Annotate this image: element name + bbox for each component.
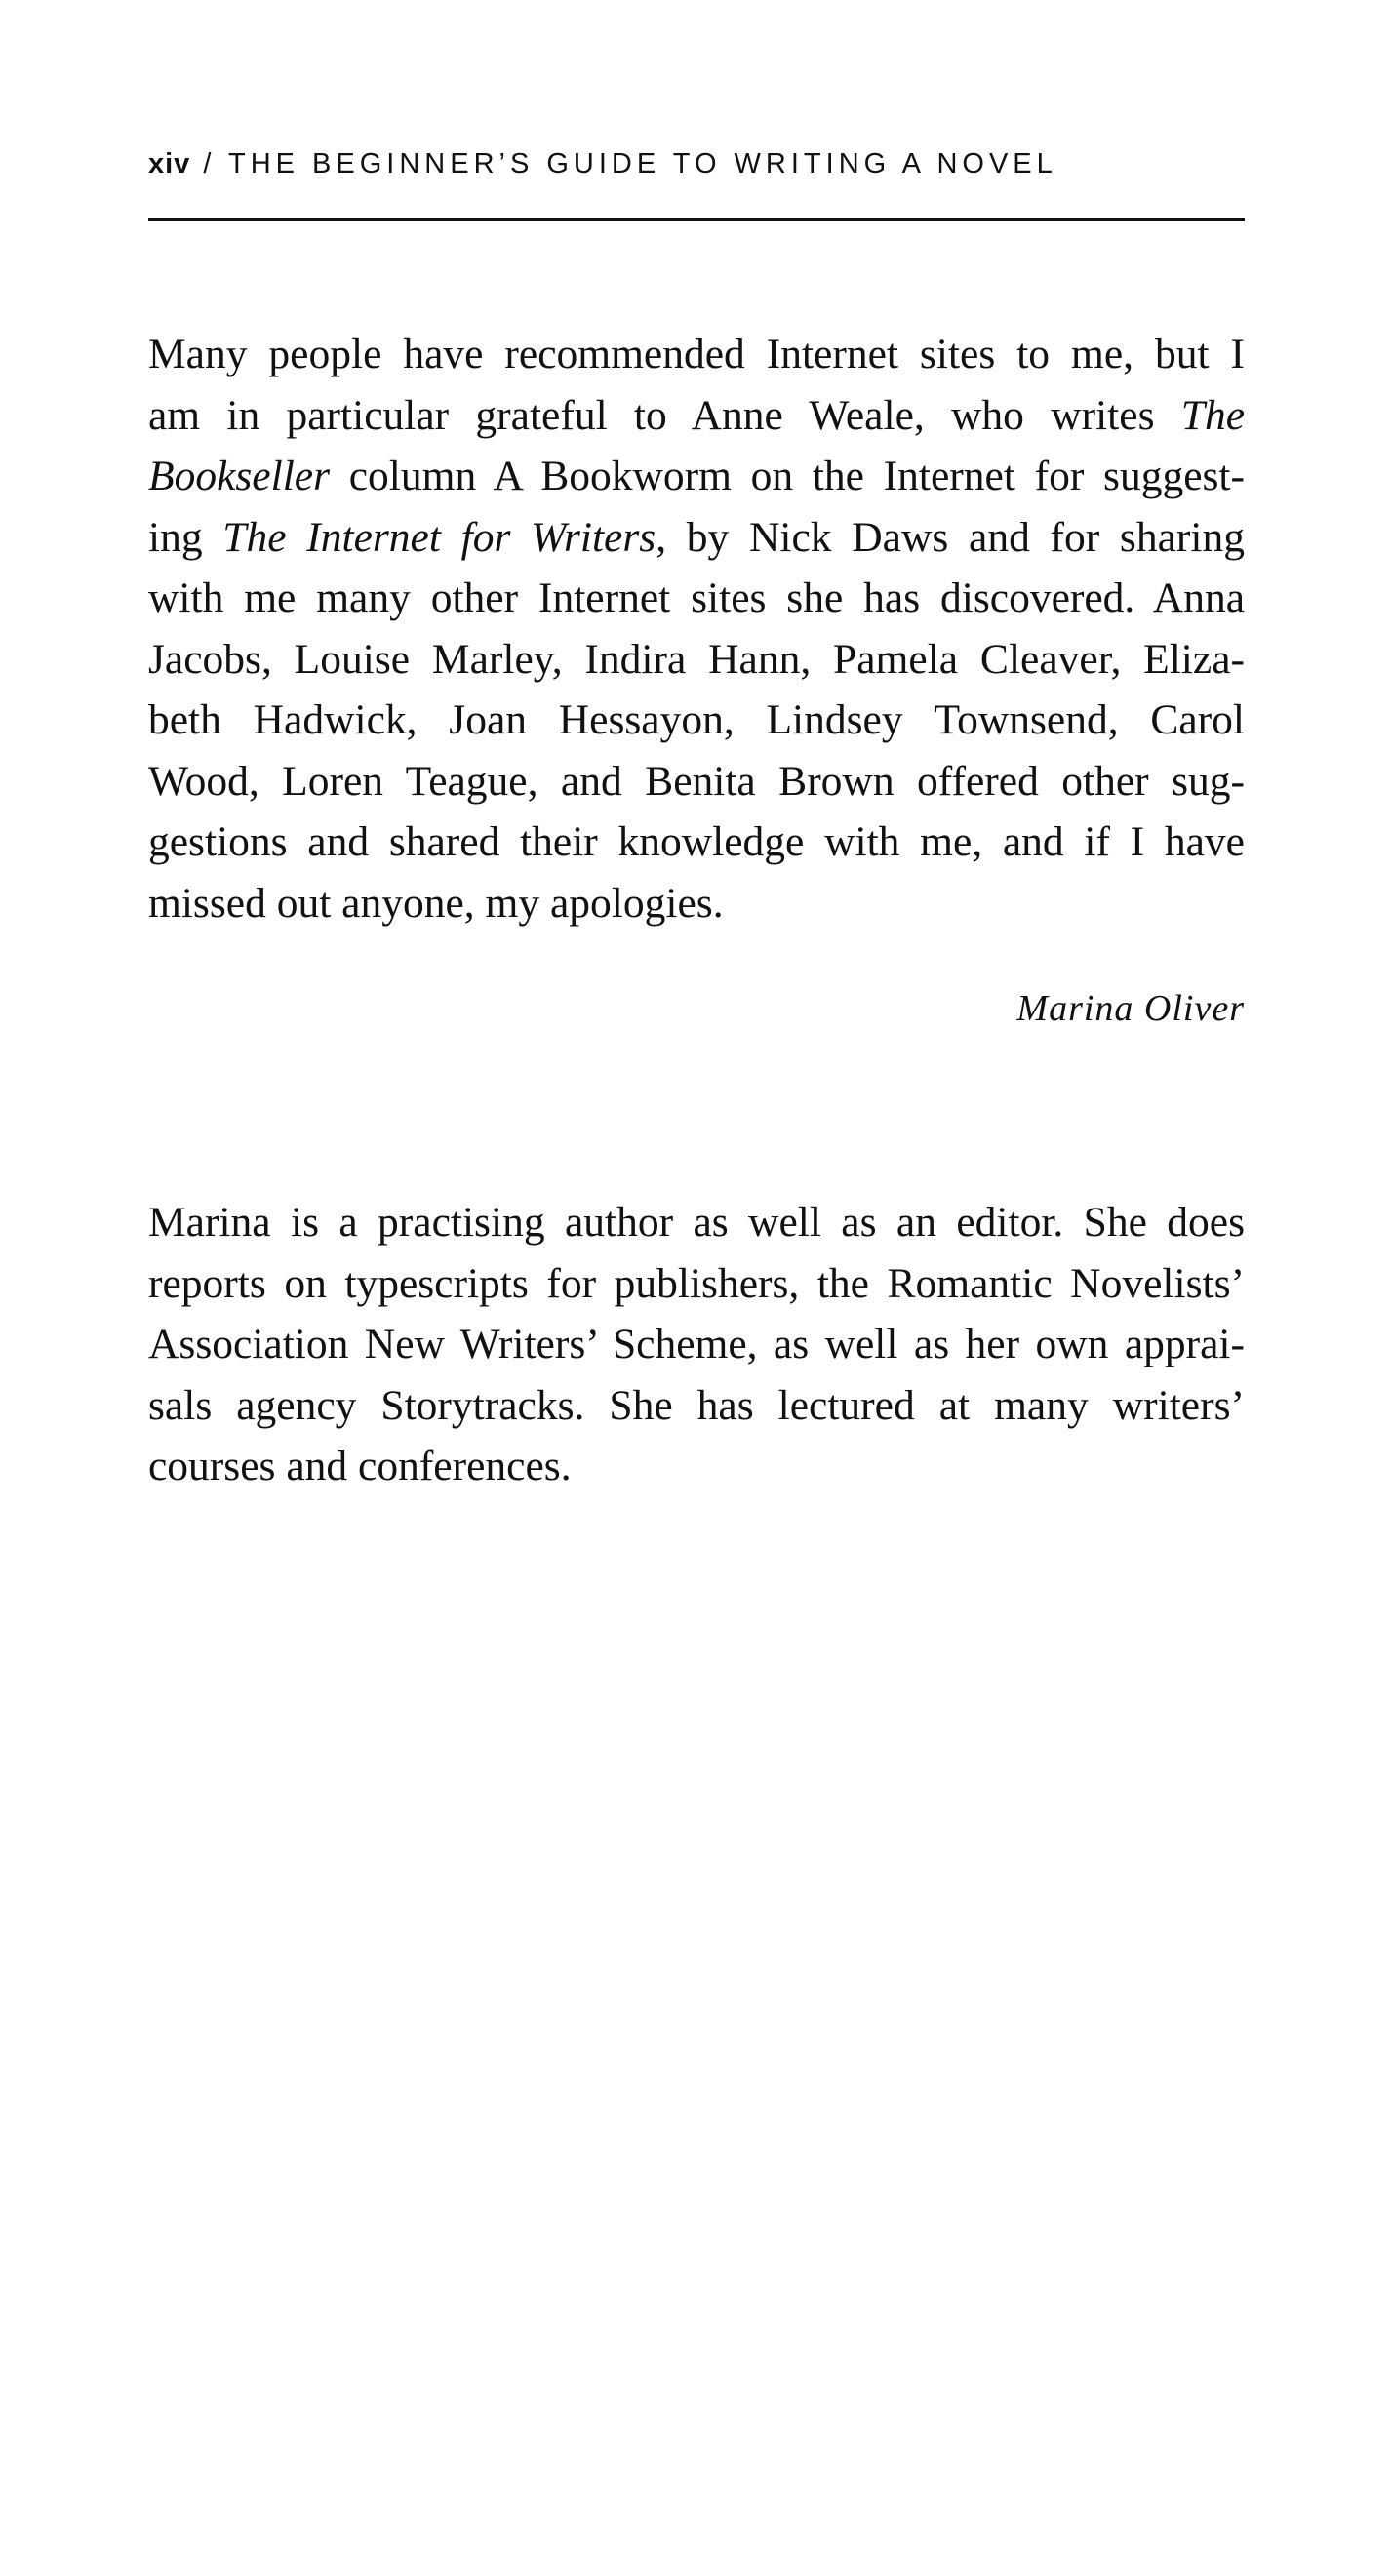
- text-run: Many people have recommended Internet sites to me, but I: [148, 331, 1245, 377]
- italic-title: Bookseller: [148, 453, 331, 499]
- text-line: [148, 1436, 1245, 1497]
- text-line: [148, 1192, 1245, 1253]
- text-line: [148, 873, 1245, 934]
- text-line: [148, 629, 1245, 691]
- text-line: [148, 1314, 1245, 1375]
- text-line: [148, 568, 1245, 629]
- running-header: [148, 148, 1245, 180]
- text-run: Marina is a practising author as well as an editor. She does: [148, 1199, 1245, 1246]
- text-line: [148, 1253, 1245, 1315]
- acknowledgement-paragraph: [148, 324, 1245, 933]
- text-run: with me many other Internet sites she has discovered. Anna: [148, 575, 1245, 621]
- text-line: [148, 690, 1245, 751]
- text-run: Jacobs, Louise Marley, Indira Hann, Pamela Cleaver, Eliza-: [148, 635, 1245, 683]
- text-run: ing: [148, 513, 223, 561]
- text-line: [148, 385, 1245, 447]
- header-separator: /: [203, 148, 217, 179]
- text-line: [148, 812, 1245, 873]
- text-run: courses and conferences.: [148, 1443, 572, 1489]
- text-run: , by Nick Daws and for sharing: [656, 513, 1245, 561]
- text-run: sals agency Storytracks. She has lectured at many writers’: [148, 1381, 1245, 1429]
- text-run: Wood, Loren Teague, and Benita Brown offered other sug-: [148, 757, 1245, 805]
- text-line: [148, 324, 1245, 385]
- text-line: [148, 446, 1245, 507]
- author-bio-paragraph: [148, 1192, 1245, 1497]
- page-number: xiv: [148, 148, 191, 179]
- italic-title: The: [1180, 391, 1245, 439]
- text-run: reports on typescripts for publishers, the Romantic Novelists’: [148, 1259, 1245, 1307]
- text-run: Association New Writers’ Scheme, as well as her own apprai-: [148, 1321, 1245, 1367]
- italic-title: The Internet for Writers: [222, 513, 656, 561]
- text-line: [148, 507, 1245, 569]
- text-run: am in particular grateful to Anne Weale, who writes: [148, 391, 1181, 439]
- text-run: column A Bookworm on the Internet for suggest-: [330, 453, 1245, 499]
- author-signature: Marina Oliver: [1016, 988, 1245, 1029]
- text-run: beth Hadwick, Joan Hessayon, Lindsey Townsend, Carol: [148, 696, 1245, 743]
- text-line: [148, 751, 1245, 812]
- running-title: THE BEGINNER’S GUIDE TO WRITING A NOVEL: [228, 148, 1057, 179]
- text-line: [148, 1375, 1245, 1437]
- header-rule: [148, 218, 1245, 221]
- text-run: missed out anyone, my apologies.: [148, 879, 724, 927]
- text-run: gestions and shared their knowledge with me, and if I have: [148, 818, 1245, 865]
